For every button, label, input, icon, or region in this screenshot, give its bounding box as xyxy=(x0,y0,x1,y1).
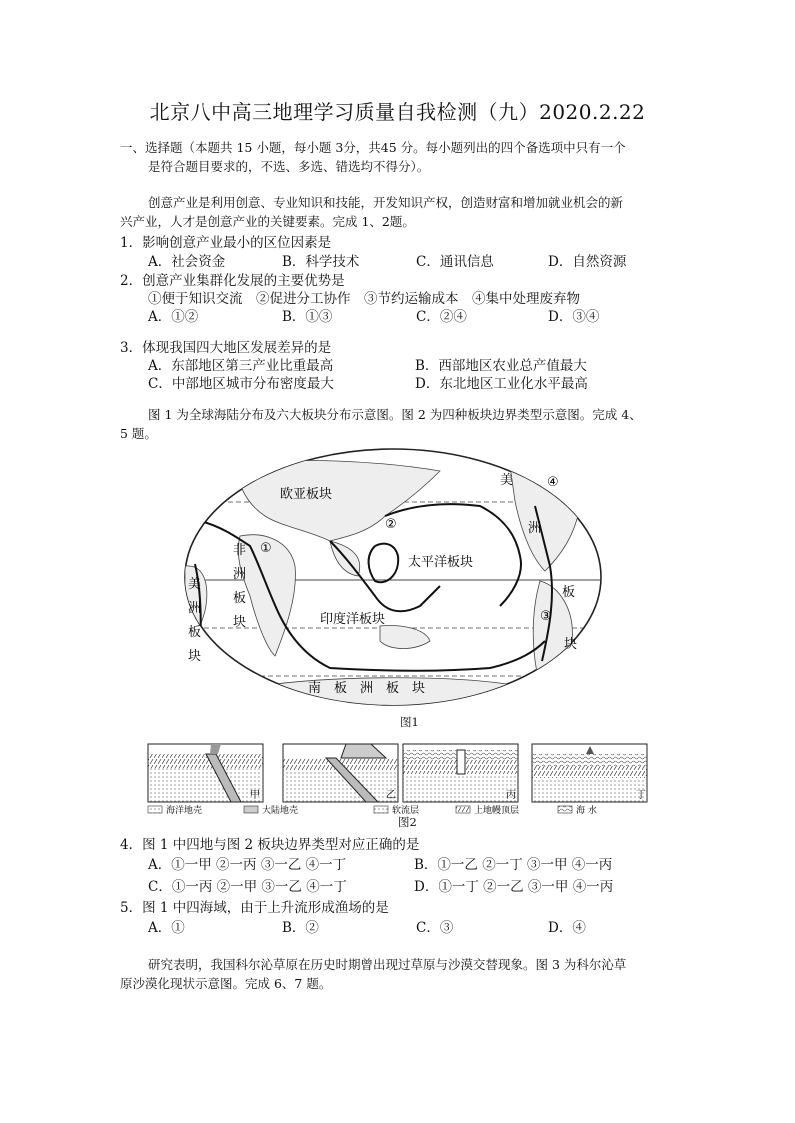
american-plate-west-label-4: 块 xyxy=(188,649,202,664)
panel-yi-label: 乙 xyxy=(386,790,396,801)
question-5-option-d: D．④ xyxy=(548,920,586,936)
marker-1: ① xyxy=(260,541,272,556)
question-2-option-c: C．②④ xyxy=(416,309,467,325)
section-instruction-line1: 一、选择题（本题共 15 小题，每小题 3分，共45 分。每小题列出的四个备选项中只有一个 xyxy=(120,140,626,155)
question-3-stem: 3．体现我国四大地区发展差异的是 xyxy=(120,340,332,356)
intro-2-line1: 图 1 为全球海陆分布及六大板块分布示意图。图 2 为四种板块边界类型示意图。完成 4、 xyxy=(148,407,642,422)
question-4-stem: 4．图 1 中四地与图 2 板块边界类型对应正确的是 xyxy=(120,837,420,853)
question-2-option-b: B．①③ xyxy=(282,309,333,325)
african-plate-label-1: 非 xyxy=(233,543,247,558)
question-4-option-d: D．①一丁 ②一乙 ③一甲 ④一丙 xyxy=(414,879,614,895)
legend-asthenosphere: 软流层 xyxy=(392,806,420,816)
legend-upper-mantle: 上地幔顶层 xyxy=(474,806,520,816)
legend-seawater: 海 水 xyxy=(576,806,597,816)
marker-2: ② xyxy=(385,517,397,532)
intro-3-line2: 原沙漠化现状示意图。完成 6、7 题。 xyxy=(120,976,332,991)
question-2-stem: 2．创意产业集群化发展的主要优势是 xyxy=(120,273,345,289)
american-plate-east-label-3: 板 xyxy=(562,585,576,600)
legend-continental-crust: 大陆地壳 xyxy=(262,806,299,816)
legend-oceanic-crust: 海洋地壳 xyxy=(166,806,203,816)
panel-jia-label: 甲 xyxy=(250,790,260,801)
question-3-option-d: D．东北地区工业化水平最高 xyxy=(415,376,588,392)
page-title: 北京八中高三地理学习质量自我检测（九）2020.2.22 xyxy=(149,100,646,124)
panel-ding xyxy=(532,744,647,802)
question-4-option-a: A．①一甲 ②一丙 ③一乙 ④一丁 xyxy=(148,857,347,873)
question-1-stem: 1．影响创意产业最小的区位因素是 xyxy=(120,235,332,251)
american-plate-east-label-1: 美 xyxy=(500,473,514,488)
african-plate-label-3: 板 xyxy=(233,591,247,606)
question-1-option-a: A．社会资金 xyxy=(148,254,226,270)
question-3-option-a: A．东部地区第三产业比重最高 xyxy=(148,358,334,374)
panel-bing-label: 丙 xyxy=(506,790,516,801)
figure-1-plate-map xyxy=(180,446,620,714)
eurasian-plate-label: 欧亚板块 xyxy=(280,487,333,502)
question-5-option-a: A．① xyxy=(148,920,185,936)
figure-2-boundary-types xyxy=(146,740,656,820)
panel-jia xyxy=(148,744,263,802)
figure-2-caption: 图2 xyxy=(398,815,417,829)
american-plate-west-label-1: 美 xyxy=(188,577,202,592)
section-instruction-line2: 是符合题目要求的，不选、多选、错选均不得分）。 xyxy=(148,159,430,174)
question-4-option-c: C．①一丙 ②一甲 ③一乙 ④一丁 xyxy=(148,879,347,895)
intro-2-line2: 5 题。 xyxy=(120,426,157,441)
american-plate-east-label-4: 块 xyxy=(564,637,578,652)
intro-paragraph-line1: 创意产业是利用创意、专业知识和技能，开发知识产权，创造财富和增加就业机会的新 xyxy=(148,195,624,210)
marker-3: ③ xyxy=(540,609,552,624)
question-5-option-c: C．③ xyxy=(416,920,454,936)
question-3-option-b: B．西部地区农业总产值最大 xyxy=(415,358,587,374)
antarctic-plate-label: 南 板 洲 板 块 xyxy=(308,681,426,696)
question-2-items: ①便于知识交流 ②促进分工协作 ③节约运输成本 ④集中处理废弃物 xyxy=(148,291,580,307)
marker-4: ④ xyxy=(547,475,559,490)
panel-ding-label: 丁 xyxy=(636,790,646,801)
panel-yi xyxy=(283,744,398,802)
intro-3-line1: 研究表明，我国科尔沁草原在历史时期曾出现过草原与沙漠交替现象。图 3 为科尔沁草 xyxy=(148,957,627,972)
indian-plate-label: 印度洋板块 xyxy=(320,612,386,627)
question-5-option-b: B．② xyxy=(282,920,319,936)
question-1-option-d: D．自然资源 xyxy=(548,254,627,270)
american-plate-west-label-2: 洲 xyxy=(188,601,202,616)
intro-paragraph-line2: 兴产业，人才是创意产业的关键要素。完成 1、2题。 xyxy=(120,214,415,229)
american-plate-west-label-3: 板 xyxy=(188,625,202,640)
question-2-option-a: A．①② xyxy=(148,309,199,325)
american-plate-east-label-2: 洲 xyxy=(528,521,542,536)
question-5-stem: 5．图 1 中四海域，由于上升流形成渔场的是 xyxy=(120,900,389,916)
question-4-option-b: B．①一乙 ②一丁 ③一甲 ④一丙 xyxy=(414,857,613,873)
question-1-option-c: C．通讯信息 xyxy=(416,254,494,270)
question-2-option-d: D．③④ xyxy=(548,309,600,325)
question-3-option-c: C．中部地区城市分布密度最大 xyxy=(148,376,334,392)
question-1-option-b: B．科学技术 xyxy=(282,254,360,270)
african-plate-label-2: 洲 xyxy=(233,567,247,582)
panel-bing xyxy=(403,744,518,802)
african-plate-label-4: 块 xyxy=(233,615,247,630)
pacific-plate-label: 太平洋板块 xyxy=(408,555,474,570)
figure-1-caption: 图1 xyxy=(400,715,419,729)
